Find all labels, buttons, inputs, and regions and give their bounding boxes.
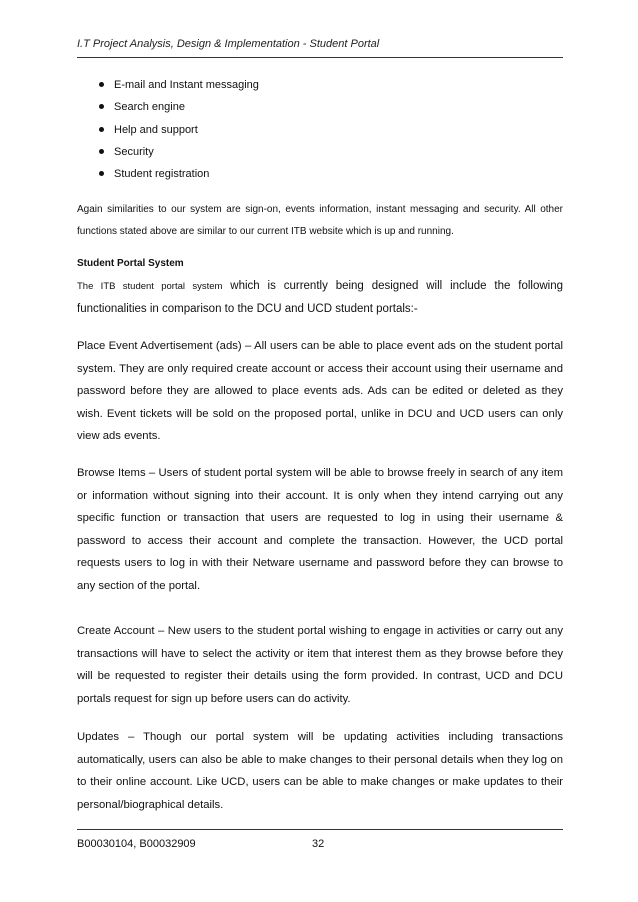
header-divider [77,57,563,58]
bullet-icon [99,127,104,132]
intro-paragraph [77,275,563,320]
paragraph-browse-items: Browse Items – Users of student portal system will be able to browse freely in search of any item or information without signing into their account. It is only when they intend carrying out any specific function or transaction that users are requested to log in using their username & password to access their account and complete the transaction. However, the UCD portal requests users to log in with their Netware username and password before they can browse to any section of the portal. [77,467,563,592]
bullet-icon [99,149,104,154]
paragraph-place-event-ads: Place Event Advertisement (ads) – All users can be able to place event ads on the student portal system. They are only required create account or access their account using their username and password before they are allowed to place events ads. Ads can be edited or deleted as they wish. Event tickets will be sold on the proposed portal, unlike in DCU and UCD users can only view ads events. [77,340,563,442]
bullet-icon [99,82,104,87]
similarities-paragraph: Again similarities to our system are sign-on, events information, instant messaging and security. All other functions stated above are similar to our current ITB website which is up and running. [77,204,563,237]
feature-bullet-list [77,76,563,187]
list-item: Security [77,143,563,165]
footer-student-ids: B00030104, B00032909 [77,838,196,850]
list-item: Search engine [77,98,563,120]
paragraph-updates: Updates – Though our portal system will be updating activities including transactions automatically, users can also be able to make changes to their personal details when they log on to their online account. Like UCD, users can be able to make changes or make updates to their personal/biographical details. [77,731,563,811]
page-number: 32 [312,838,325,850]
list-item: Help and support [77,121,563,143]
bullet-icon [99,104,104,109]
header-title: I.T Project Analysis, Design & Implementation - Student Portal [77,38,380,50]
intro-lead: The ITB student portal system [77,281,223,292]
list-item: E-mail and Instant messaging [77,76,563,98]
section-heading: Student Portal System [77,258,184,269]
footer-divider [77,829,563,830]
list-item: Student registration [77,165,563,187]
bullet-icon [99,171,104,176]
intro-rest: which is currently being designed will include the following functionalities in comparison to the DCU and UCD student portals:- [77,280,563,315]
paragraph-create-account: Create Account – New users to the student portal wishing to engage in activities or carry out any transactions will have to select the activity or item that interest them as they browse before they will be requested to register their details using the form provided. In contrast, UCD and DCU portals request for sign up before users can do activity. [77,625,563,705]
